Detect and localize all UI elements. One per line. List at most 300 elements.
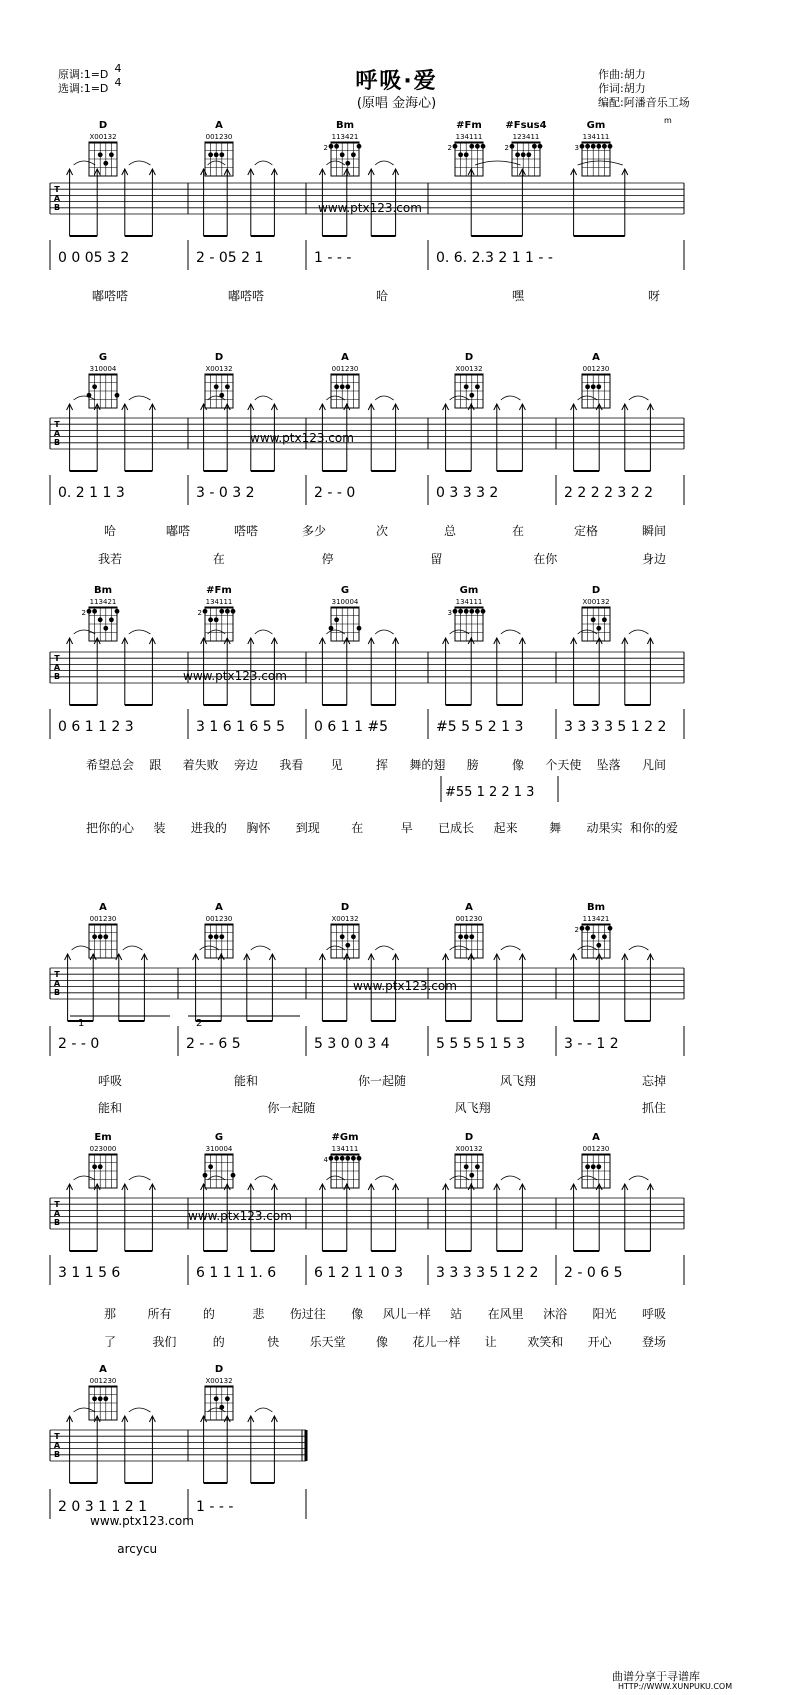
chord-diagram-bm xyxy=(575,902,613,958)
chord-dot xyxy=(214,934,219,939)
lyric-word: 了 xyxy=(103,1335,117,1349)
chord-diagram-bm xyxy=(324,120,362,176)
chord-dot xyxy=(580,926,585,931)
chord-fingering: X00132 xyxy=(205,1377,233,1385)
lyric-word: 希望总会 xyxy=(85,758,135,772)
chord-name: #Fm xyxy=(206,585,232,596)
tab-clef-letter: T xyxy=(54,1200,60,1209)
chord-name: #Fsus4 xyxy=(505,120,547,131)
chord-dot xyxy=(464,384,469,389)
chord-dot xyxy=(608,144,613,149)
lyric-word: 让 xyxy=(484,1335,497,1349)
chord-start-fret: 2 xyxy=(81,609,86,617)
chord-fingering: 113421 xyxy=(331,133,359,141)
chord-dot xyxy=(103,161,108,166)
volta-1: 1 xyxy=(78,1018,85,1029)
lyric-word: 早 xyxy=(400,821,413,835)
chord-dot xyxy=(591,144,596,149)
chord-name: D xyxy=(464,352,474,363)
lyric-word: 悲 xyxy=(252,1307,265,1321)
chord-dot xyxy=(469,934,474,939)
lyric-word: 膀 xyxy=(466,758,479,772)
chord-dot xyxy=(596,943,601,948)
lyric-word: 所有 xyxy=(147,1307,172,1321)
chord-dot xyxy=(208,934,213,939)
chord-fingering: X00132 xyxy=(205,365,233,373)
tie-arc xyxy=(129,1176,151,1180)
lyric-word: 舞的翅 xyxy=(409,758,446,772)
chord-dot xyxy=(602,144,607,149)
tie-arc xyxy=(129,1408,151,1412)
lyric-word: 风儿一样 xyxy=(382,1307,431,1321)
chord-dot xyxy=(109,152,114,157)
numbered-measure: 3 - - 1 2 xyxy=(564,1036,619,1052)
tie-arc xyxy=(629,1176,649,1180)
chord-name: Bm xyxy=(335,120,355,131)
lyric-word: 花儿一样 xyxy=(412,1335,461,1349)
chord-dot xyxy=(469,609,474,614)
chord-dot xyxy=(98,1164,103,1169)
lyric-word: 舞 xyxy=(549,821,562,835)
lyric-word: 嘟嗒 xyxy=(165,524,191,538)
lyric-word: 在 xyxy=(511,524,525,538)
chord-name: A xyxy=(592,1132,600,1143)
chord-dot xyxy=(109,617,114,622)
chord-dot xyxy=(453,609,458,614)
chord-dot xyxy=(98,934,103,939)
chord-diagram-a xyxy=(331,352,359,408)
tie-arc xyxy=(74,630,96,634)
chord-dot xyxy=(340,1156,345,1161)
numbered-measure: 2 - 05 2 1 xyxy=(196,250,264,266)
numbered-measure: 0 6 1 1 2 3 xyxy=(58,719,134,735)
watermark: www.ptx123.com xyxy=(188,1209,292,1223)
lyric-word: 嘿 xyxy=(511,289,525,303)
chord-dot xyxy=(596,384,601,389)
chord-fingering: 001230 xyxy=(205,915,233,923)
chord-diagram-g xyxy=(87,352,120,408)
chord-name: A xyxy=(215,902,223,913)
chord-dot xyxy=(475,609,480,614)
chord-dot xyxy=(92,1164,97,1169)
chord-name: D xyxy=(214,352,224,363)
tie-arc xyxy=(475,161,520,165)
lyric-word: 到现 xyxy=(295,821,320,835)
numbered-measure: 0 3 3 3 2 xyxy=(436,485,499,501)
numbered-measure: 0. 2 1 1 3 xyxy=(58,485,125,501)
tie-arc xyxy=(578,161,623,165)
chord-dot xyxy=(345,384,350,389)
chord-name: #Gm xyxy=(331,1132,359,1143)
chord-dot xyxy=(475,384,480,389)
chord-fingering: 001230 xyxy=(89,1377,117,1385)
chord-dot xyxy=(481,144,486,149)
lyric-word: 见 xyxy=(330,758,343,772)
tie-arc xyxy=(375,946,393,950)
tie-arc xyxy=(501,396,521,400)
chord-start-fret: 2 xyxy=(504,144,509,152)
alt-numbered-measure: #55 1 2 2 1 3 xyxy=(445,785,535,800)
chord-dot xyxy=(340,152,345,157)
lyric-word: 总 xyxy=(443,524,457,538)
tab-clef-letter: A xyxy=(53,429,61,438)
chord-dot xyxy=(521,152,526,157)
chord-name: A xyxy=(465,902,473,913)
key-original: 原调:1=D xyxy=(58,68,109,81)
tab-clef-letter: T xyxy=(54,1432,60,1441)
chord-dot xyxy=(458,934,463,939)
chord-diagram-sharp-gm xyxy=(324,1132,362,1188)
lyric-word: 嘟嗒嗒 xyxy=(227,289,265,303)
chord-dot xyxy=(225,1396,230,1401)
lyric-word: 哈 xyxy=(375,289,389,303)
chord-dot xyxy=(458,152,463,157)
chord-fingering: 123411 xyxy=(512,133,540,141)
numbered-measure: 2 0 3 1 1 2 1 xyxy=(58,1499,148,1515)
tab-clef-letter: B xyxy=(53,438,61,447)
chord-dot xyxy=(357,1156,362,1161)
tie-arc xyxy=(375,1176,393,1180)
lyric-word: 在风里 xyxy=(487,1307,524,1321)
lyric-word: 在 xyxy=(212,552,225,566)
lyric-word: 坠落 xyxy=(596,758,621,772)
numbered-measure: #5 5 5 2 1 3 xyxy=(436,719,524,735)
chord-dot xyxy=(538,144,543,149)
lyric-word: 呀 xyxy=(647,289,661,303)
numbered-measure: 5 3 0 0 3 4 xyxy=(314,1036,390,1052)
chord-name: #Fm xyxy=(456,120,482,131)
lyric-word: 动果实 xyxy=(586,821,623,835)
chord-fingering: 001230 xyxy=(582,365,610,373)
chord-name: Bm xyxy=(586,902,606,913)
chord-name: A xyxy=(341,352,349,363)
tie-arc xyxy=(375,630,393,634)
chord-name: Gm xyxy=(586,120,606,131)
chord-dot xyxy=(469,144,474,149)
chord-diagram-bm xyxy=(82,585,120,641)
lyric-word: 像 xyxy=(351,1307,364,1321)
numbered-measure: 2 - - 6 5 xyxy=(186,1036,241,1052)
chord-dot xyxy=(469,393,474,398)
lyric-word: 阳光 xyxy=(592,1307,617,1321)
chord-fingering: 023000 xyxy=(89,1145,117,1153)
chord-dot xyxy=(334,384,339,389)
chord-diagram-sharp-fm xyxy=(448,120,486,176)
lyric-word: 在你 xyxy=(533,552,558,566)
tie-arc xyxy=(74,161,96,165)
chord-fingering: 001230 xyxy=(331,365,359,373)
lyric-word: 风飞翔 xyxy=(454,1101,491,1115)
chord-diagram-gm xyxy=(575,120,613,176)
chord-fingering: X00132 xyxy=(455,365,483,373)
lyric-word: 像 xyxy=(511,758,525,772)
chord-dot xyxy=(453,144,458,149)
chord-name: G xyxy=(214,1132,224,1143)
chord-diagram-d xyxy=(205,1364,233,1420)
tie-arc xyxy=(255,396,273,400)
chord-dot xyxy=(585,144,590,149)
numbered-measure: 2 2 2 2 3 2 2 xyxy=(564,485,654,501)
lyric-word: 乐天堂 xyxy=(309,1335,346,1349)
lyric-word: 已成长 xyxy=(438,821,475,835)
chord-dot xyxy=(515,152,520,157)
chord-dot xyxy=(334,1156,339,1161)
lyric-word: 和你的爱 xyxy=(629,821,679,835)
numbered-measure: 2 - - 0 xyxy=(314,485,356,501)
lyric-word: 停 xyxy=(321,552,334,566)
chord-name: Gm xyxy=(459,585,479,596)
numbered-measure: 2 - 0 6 5 xyxy=(564,1265,623,1281)
lyric-word: 身边 xyxy=(641,552,667,566)
chord-dot xyxy=(92,609,97,614)
tab-clef-letter: B xyxy=(53,1450,61,1459)
tab-clef-letter: B xyxy=(53,203,61,212)
lyric-word: 挥 xyxy=(375,758,389,772)
chord-dot xyxy=(334,617,339,622)
chord-dot xyxy=(214,617,219,622)
lyric-word: 着失败 xyxy=(182,758,219,772)
tie-arc xyxy=(72,946,92,950)
chord-diagram-d xyxy=(331,902,359,958)
tie-arc xyxy=(629,946,649,950)
time-sig-bottom: 4 xyxy=(114,76,122,89)
chord-dot xyxy=(92,1396,97,1401)
tab-clef-letter: T xyxy=(54,970,60,979)
lyric-word: 忘掉 xyxy=(641,1074,667,1088)
watermark: www.ptx123.com xyxy=(250,431,354,445)
chord-dot xyxy=(481,609,486,614)
chord-dot xyxy=(475,1164,480,1169)
numbered-measure: 0 0 05 3 2 xyxy=(58,250,130,266)
chord-dot xyxy=(214,152,219,157)
lyricist: 作词:胡力 xyxy=(598,82,646,95)
chord-dot xyxy=(532,144,537,149)
chord-start-fret: 4 xyxy=(323,1156,328,1164)
tie-arc xyxy=(255,1408,273,1412)
lyric-word: 装 xyxy=(153,821,166,835)
lyric-word: 沐浴 xyxy=(543,1307,568,1321)
volta-2: 2 xyxy=(196,1018,203,1029)
lyric-word: 哈 xyxy=(103,524,117,538)
time-sig-top: 4 xyxy=(114,62,122,75)
chord-dot xyxy=(329,1156,334,1161)
chord-name: Bm xyxy=(93,585,113,596)
lyric-word: 能和 xyxy=(97,1101,123,1115)
chord-dot xyxy=(98,152,103,157)
chord-dot xyxy=(219,934,224,939)
chord-name: A xyxy=(215,120,223,131)
chord-dot xyxy=(464,934,469,939)
chord-name: D xyxy=(591,585,601,596)
chord-dot xyxy=(208,617,213,622)
chord-fingering: 134111 xyxy=(331,1145,359,1153)
numbered-measure: 1 - - - xyxy=(196,1499,234,1515)
chord-name: D xyxy=(464,1132,474,1143)
lyric-word: 个天使 xyxy=(545,758,582,772)
chord-dot xyxy=(340,934,345,939)
chord-dot xyxy=(351,152,356,157)
song-title: 呼吸·爱 xyxy=(355,69,438,94)
chord-dot xyxy=(602,617,607,622)
tie-arc xyxy=(255,161,273,165)
chord-dot xyxy=(115,393,120,398)
share-note: 曲谱分享于寻谱库 xyxy=(612,1670,700,1683)
chord-dot xyxy=(92,384,97,389)
chord-dot xyxy=(345,161,350,166)
lyric-word: 那 xyxy=(103,1307,117,1321)
chord-dot xyxy=(92,934,97,939)
tie-arc xyxy=(251,946,271,950)
lyric-word: 开心 xyxy=(587,1335,612,1349)
chord-dot xyxy=(115,609,120,614)
chord-dot xyxy=(608,926,613,931)
numbered-measure: 6 1 2 1 1 0 3 xyxy=(314,1265,404,1281)
tie-arc xyxy=(501,1176,521,1180)
chord-dot xyxy=(219,609,224,614)
chord-dot xyxy=(345,943,350,948)
chord-fingering: 134111 xyxy=(455,133,483,141)
chord-dot xyxy=(103,934,108,939)
chord-fingering: X00132 xyxy=(455,1145,483,1153)
lyric-word: 瞬间 xyxy=(641,524,667,538)
tab-clef-letter: T xyxy=(54,654,60,663)
tie-arc xyxy=(375,161,393,165)
chord-dot xyxy=(464,609,469,614)
chord-dot xyxy=(329,144,334,149)
lyric-word: 呼吸 xyxy=(97,1074,123,1088)
lyric-word: 的 xyxy=(202,1307,215,1321)
chord-fingering: 134111 xyxy=(455,598,483,606)
chord-name: A xyxy=(592,352,600,363)
chord-fingering: 310004 xyxy=(331,598,359,606)
chord-dot xyxy=(602,934,607,939)
chord-fingering: 001230 xyxy=(582,1145,610,1153)
chord-fingering: 001230 xyxy=(455,915,483,923)
chord-dot xyxy=(357,144,362,149)
lyric-word: 站 xyxy=(450,1307,463,1321)
chord-fingering: 113421 xyxy=(582,915,610,923)
chord-fingering: 113421 xyxy=(89,598,117,606)
tie-arc xyxy=(375,396,393,400)
chord-dot xyxy=(231,609,236,614)
chord-dot xyxy=(351,934,356,939)
lyric-word: 旁边 xyxy=(233,758,259,772)
lyric-word: 像 xyxy=(375,1335,389,1349)
chord-fingering: 134111 xyxy=(582,133,610,141)
chord-start-fret: 3 xyxy=(574,144,579,152)
site-url: HTTP://WWW.XUNPUKU.COM xyxy=(618,1682,733,1691)
chord-name: A xyxy=(99,902,107,913)
chord-dot xyxy=(103,626,108,631)
tie-arc xyxy=(501,630,521,634)
tab-clef-letter: A xyxy=(53,979,61,988)
lyric-word: 的 xyxy=(212,1335,225,1349)
arranger: 编配:阿潘音乐工场 xyxy=(598,96,690,109)
chord-dot xyxy=(464,1164,469,1169)
tab-clef-letter: A xyxy=(53,663,61,672)
numbered-measure: 0. 6. 2.3 2 1 1 - - xyxy=(436,250,553,266)
chord-dot xyxy=(231,1173,236,1178)
chord-fingering: X00132 xyxy=(582,598,610,606)
corner-mark: m xyxy=(664,116,672,125)
chord-dot xyxy=(103,1396,108,1401)
chord-fingering: 310004 xyxy=(205,1145,233,1153)
chord-dot xyxy=(219,152,224,157)
lyric-word: 起来 xyxy=(493,821,518,835)
tab-clef-letter: T xyxy=(54,185,60,194)
chord-dot xyxy=(591,617,596,622)
chord-fingering: 310004 xyxy=(89,365,117,373)
chord-diagram-a xyxy=(89,902,117,958)
numbered-measure: 5 5 5 5 1 5 3 xyxy=(436,1036,526,1052)
chord-dot xyxy=(591,384,596,389)
tie-arc xyxy=(129,396,151,400)
tab-clef-letter: B xyxy=(53,672,61,681)
lyric-word: 你一起随 xyxy=(267,1101,316,1115)
lyric-word: 留 xyxy=(430,552,443,566)
lyric-word: 抓住 xyxy=(641,1101,667,1115)
watermark: www.ptx123.com xyxy=(353,979,457,993)
chord-dot xyxy=(585,384,590,389)
chord-dot xyxy=(225,384,230,389)
chord-dot xyxy=(340,384,345,389)
chord-dot xyxy=(469,1173,474,1178)
lyric-word: 登场 xyxy=(641,1335,667,1349)
chord-name: G xyxy=(98,352,108,363)
numbered-measure: 3 3 3 3 5 1 2 2 xyxy=(564,719,667,735)
lyric-word: 凡间 xyxy=(641,758,667,772)
chord-diagram-sharp-fm xyxy=(198,585,236,641)
chord-dot xyxy=(98,617,103,622)
chord-dot xyxy=(203,1173,208,1178)
tab-clef-letter: A xyxy=(53,194,61,203)
tab-clef-letter: A xyxy=(53,1209,61,1218)
chord-dot xyxy=(225,609,230,614)
tab-clef-letter: B xyxy=(53,988,61,997)
chord-diagram-a xyxy=(89,1364,117,1420)
lyric-word: 胸怀 xyxy=(246,821,271,835)
chord-dot xyxy=(464,152,469,157)
chord-dot xyxy=(596,626,601,631)
chord-name: D xyxy=(98,120,108,131)
lyric-word: 把你的心 xyxy=(85,821,135,835)
numbered-measure: 3 1 1 5 6 xyxy=(58,1265,121,1281)
lyric-word: 我若 xyxy=(97,552,123,566)
song-subtitle: (原唱 金海心) xyxy=(356,96,437,111)
chord-dot xyxy=(585,1164,590,1169)
lyric-word: 次 xyxy=(375,524,389,538)
chord-start-fret: 2 xyxy=(197,609,202,617)
tie-arc xyxy=(129,161,151,165)
chord-dot xyxy=(585,926,590,931)
lyric-word: 进我的 xyxy=(190,821,227,835)
numbered-measure: 3 - 0 3 2 xyxy=(196,485,255,501)
chord-fingering: 134111 xyxy=(205,598,233,606)
lyric-word: 能和 xyxy=(233,1074,259,1088)
chord-start-fret: 2 xyxy=(447,144,452,152)
tie-arc xyxy=(255,630,273,634)
chord-start-fret: 3 xyxy=(447,609,452,617)
key-selected: 选调:1=D xyxy=(58,82,109,95)
chord-dot xyxy=(214,384,219,389)
tie-arc xyxy=(255,1176,273,1180)
lyric-word: 快 xyxy=(267,1335,280,1349)
chord-dot xyxy=(596,144,601,149)
chord-name: Em xyxy=(94,1132,112,1143)
lyric-word: 欢笑和 xyxy=(527,1335,564,1349)
chord-fingering: 001230 xyxy=(89,915,117,923)
chord-fingering: X00132 xyxy=(89,133,117,141)
